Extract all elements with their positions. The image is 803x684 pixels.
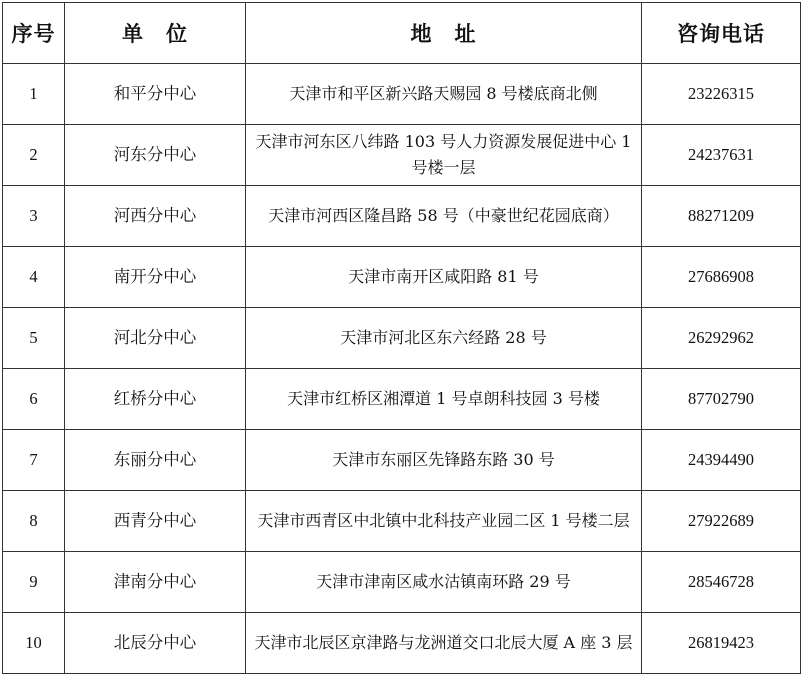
- row-address: 天津市河西区隆昌路 58 号（中豪世纪花园底商）: [246, 186, 642, 247]
- table-row: [3, 552, 801, 613]
- row-phone: 26819423: [642, 613, 801, 674]
- table-row: [3, 125, 801, 186]
- row-phone: 87702790: [642, 369, 801, 430]
- row-unit: 红桥分中心: [65, 369, 246, 430]
- row-unit: 河西分中心: [65, 186, 246, 247]
- row-unit: 河北分中心: [65, 308, 246, 369]
- table-row: [3, 186, 801, 247]
- row-phone: 23226315: [642, 64, 801, 125]
- row-phone: 88271209: [642, 186, 801, 247]
- table-row: [3, 613, 801, 674]
- row-unit: 和平分中心: [65, 64, 246, 125]
- row-address: 天津市河北区东六经路 28 号: [246, 308, 642, 369]
- row-address: 天津市北辰区京津路与龙洲道交口北辰大厦 A 座 3 层: [246, 613, 642, 674]
- row-unit: 北辰分中心: [65, 613, 246, 674]
- table-row: [3, 308, 801, 369]
- row-phone: 24237631: [642, 125, 801, 186]
- row-phone: 27922689: [642, 491, 801, 552]
- row-address: 天津市南开区咸阳路 81 号: [246, 247, 642, 308]
- row-unit: 东丽分中心: [65, 430, 246, 491]
- row-address: 天津市红桥区湘潭道 1 号卓朗科技园 3 号楼: [246, 369, 642, 430]
- row-address: 天津市津南区咸水沽镇南环路 29 号: [246, 552, 642, 613]
- row-address: 天津市东丽区先锋路东路 30 号: [246, 430, 642, 491]
- row-phone: 28546728: [642, 552, 801, 613]
- row-address: 天津市河东区八纬路 103 号人力资源发展促进中心 1 号楼一层: [246, 125, 642, 186]
- row-unit: 河东分中心: [65, 125, 246, 186]
- row-address: 天津市和平区新兴路天赐园 8 号楼底商北侧: [246, 64, 642, 125]
- header-seq: 序号: [3, 3, 65, 64]
- row-seq: 9: [3, 552, 65, 613]
- table-header-row: [3, 3, 801, 64]
- row-address: 天津市西青区中北镇中北科技产业园二区 1 号楼二层: [246, 491, 642, 552]
- header-phone: 咨询电话: [642, 3, 801, 64]
- row-seq: 3: [3, 186, 65, 247]
- header-unit: 单 位: [65, 3, 246, 64]
- row-seq: 1: [3, 64, 65, 125]
- table-row: [3, 369, 801, 430]
- table-row: [3, 64, 801, 125]
- row-seq: 2: [3, 125, 65, 186]
- row-phone: 26292962: [642, 308, 801, 369]
- row-seq: 7: [3, 430, 65, 491]
- row-seq: 4: [3, 247, 65, 308]
- row-seq: 5: [3, 308, 65, 369]
- table-row: [3, 247, 801, 308]
- row-unit: 西青分中心: [65, 491, 246, 552]
- table-row: [3, 430, 801, 491]
- table-row: [3, 491, 801, 552]
- row-seq: 8: [3, 491, 65, 552]
- row-phone: 24394490: [642, 430, 801, 491]
- row-unit: 南开分中心: [65, 247, 246, 308]
- row-seq: 10: [3, 613, 65, 674]
- row-unit: 津南分中心: [65, 552, 246, 613]
- row-phone: 27686908: [642, 247, 801, 308]
- header-address: 地 址: [246, 3, 642, 64]
- row-seq: 6: [3, 369, 65, 430]
- consultation-centers-table: [2, 2, 801, 674]
